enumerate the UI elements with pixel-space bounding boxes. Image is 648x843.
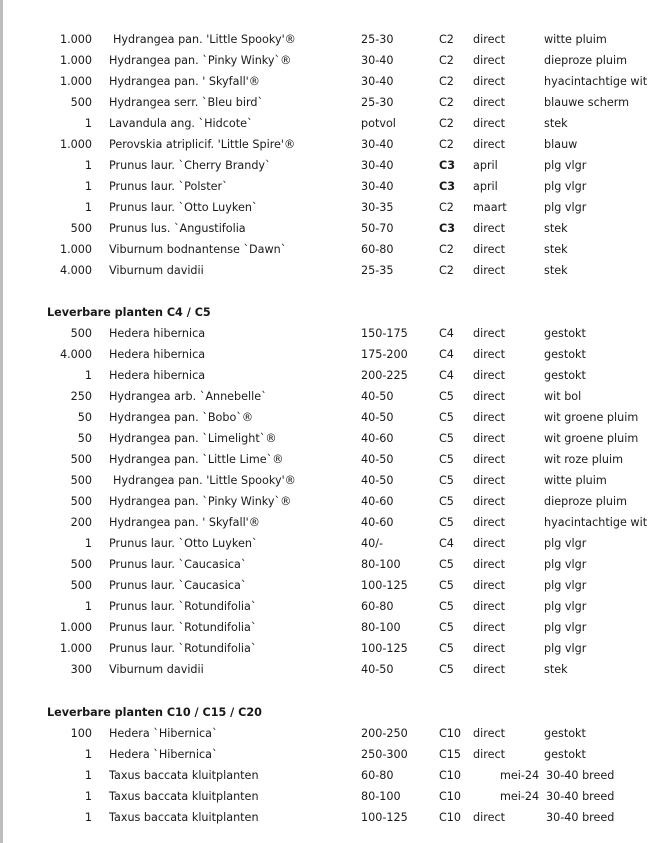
quantity-cell: 300 — [70, 663, 92, 676]
size-cell: potvol — [361, 117, 396, 130]
plant-name-cell: Perovskia atriplicif. 'Little Spire'® — [109, 138, 296, 151]
pot-size-cell: C5 — [439, 453, 454, 466]
note-cell: stek — [544, 663, 568, 676]
availability-cell: april — [473, 159, 498, 172]
quantity-cell: 500 — [70, 495, 92, 508]
plant-name-cell: Hedera hibernica — [109, 327, 206, 340]
availability-cell: direct — [473, 537, 505, 550]
note-cell: gestokt — [544, 727, 586, 740]
table-row — [0, 638, 648, 659]
note-cell: stek — [544, 243, 568, 256]
availability-cell: direct — [473, 811, 505, 824]
availability-cell: direct — [473, 243, 505, 256]
table-row — [0, 218, 648, 239]
table-row — [0, 260, 648, 281]
size-cell: 200-250 — [361, 727, 408, 740]
size-cell: 150-175 — [361, 327, 408, 340]
quantity-cell: 100 — [70, 727, 92, 740]
availability-cell: direct — [473, 748, 505, 761]
table-row — [0, 386, 648, 407]
note-cell: plg vlgr — [544, 558, 587, 571]
note-cell: plg vlgr — [544, 159, 587, 172]
availability-cell: direct — [473, 516, 505, 529]
availability-cell: direct — [473, 54, 505, 67]
table-row — [0, 71, 648, 92]
quantity-cell: 250 — [70, 390, 92, 403]
availability-cell: direct — [473, 222, 505, 235]
pot-size-cell: C5 — [439, 432, 454, 445]
note-cell: blauw — [544, 138, 578, 151]
quantity-cell: 1 — [84, 811, 92, 824]
size-cell: 40-50 — [361, 390, 394, 403]
availability-cell: direct — [473, 327, 505, 340]
plant-name-cell: Prunus laur. `Polster` — [109, 180, 228, 193]
section-heading: Leverbare planten C10 / C15 / C20 — [47, 706, 262, 719]
pot-size-cell: C5 — [439, 390, 454, 403]
table-row — [0, 176, 648, 197]
size-cell: 25-35 — [361, 264, 394, 277]
size-cell: 80-100 — [361, 621, 401, 634]
availability-cell: direct — [473, 495, 505, 508]
note-cell: plg vlgr — [544, 537, 587, 550]
table-row — [0, 407, 648, 428]
plant-name-cell: Prunus laur. `Cherry Brandy` — [109, 159, 271, 172]
pot-size-cell: C2 — [439, 243, 454, 256]
plant-name-cell: Taxus baccata kluitplanten — [109, 790, 259, 803]
quantity-cell: 1.000 — [59, 33, 92, 46]
quantity-cell: 4.000 — [59, 264, 92, 277]
table-row — [0, 596, 648, 617]
pot-size-cell: C5 — [439, 621, 454, 634]
size-cell: 80-100 — [361, 558, 401, 571]
pot-size-cell: C4 — [439, 537, 454, 550]
size-cell: 40-50 — [361, 474, 394, 487]
table-row — [0, 470, 648, 491]
pot-size-cell: C5 — [439, 495, 454, 508]
size-cell: 30-40 — [361, 75, 394, 88]
quantity-cell: 500 — [70, 222, 92, 235]
note-cell: 30-40 breed — [546, 769, 615, 782]
quantity-cell: 1 — [84, 790, 92, 803]
table-row — [0, 575, 648, 596]
size-cell: 25-30 — [361, 33, 394, 46]
plant-name-cell: Prunus lus. `Angustifolia — [109, 222, 246, 235]
note-cell: gestokt — [544, 748, 586, 761]
size-cell: 100-125 — [361, 579, 408, 592]
pot-size-cell: C10 — [439, 790, 462, 803]
note-cell: witte pluim — [544, 474, 607, 487]
note-cell: dieproze pluim — [544, 495, 628, 508]
plant-name-cell: Hydrangea pan. `Little Lime`® — [109, 453, 284, 466]
availability-cell: direct — [473, 579, 505, 592]
size-cell: 30-40 — [361, 54, 394, 67]
plant-name-cell: Hedera `Hibernica` — [109, 748, 218, 761]
availability-cell: mei-24 — [500, 790, 540, 803]
plant-name-cell: Hydrangea pan. `Pinky Winky`® — [109, 495, 292, 508]
plant-name-cell: Hedera hibernica — [109, 348, 206, 361]
plant-name-cell: Viburnum bodnantense `Dawn` — [109, 243, 287, 256]
plant-name-cell: Taxus baccata kluitplanten — [109, 769, 259, 782]
quantity-cell: 500 — [70, 558, 92, 571]
table-row — [0, 428, 648, 449]
note-cell: stek — [544, 264, 568, 277]
quantity-cell: 4.000 — [59, 348, 92, 361]
quantity-cell: 500 — [70, 327, 92, 340]
note-cell: blauwe scherm — [544, 96, 629, 109]
quantity-cell: 1 — [84, 748, 92, 761]
table-row — [0, 617, 648, 638]
quantity-cell: 500 — [70, 96, 92, 109]
note-cell: gestokt — [544, 369, 586, 382]
note-cell: wit roze pluim — [544, 453, 624, 466]
quantity-cell: 50 — [77, 411, 92, 424]
pot-size-cell: C2 — [439, 117, 454, 130]
note-cell: hyacintachtige wit — [544, 516, 648, 529]
note-cell: plg vlgr — [544, 600, 587, 613]
quantity-cell: 500 — [70, 453, 92, 466]
quantity-cell: 1 — [84, 369, 92, 382]
size-cell: 60-80 — [361, 243, 394, 256]
note-cell: stek — [544, 222, 568, 235]
size-cell: 80-100 — [361, 790, 401, 803]
quantity-cell: 1.000 — [59, 243, 92, 256]
quantity-cell: 1.000 — [59, 138, 92, 151]
table-row — [0, 554, 648, 575]
size-cell: 40-60 — [361, 516, 394, 529]
size-cell: 40-60 — [361, 495, 394, 508]
availability-cell: direct — [473, 558, 505, 571]
table-row — [0, 449, 648, 470]
plant-name-cell: Hydrangea pan. 'Little Spooky'® — [113, 474, 296, 487]
note-cell: plg vlgr — [544, 621, 587, 634]
table-row — [0, 659, 648, 680]
size-cell: 200-225 — [361, 369, 408, 382]
size-cell: 50-70 — [361, 222, 394, 235]
quantity-cell: 1.000 — [59, 642, 92, 655]
quantity-cell: 1.000 — [59, 54, 92, 67]
pot-size-cell: C2 — [439, 138, 454, 151]
quantity-cell: 500 — [70, 579, 92, 592]
table-row — [0, 155, 648, 176]
note-cell: stek — [544, 117, 568, 130]
pot-size-cell: C3 — [439, 159, 455, 172]
availability-cell: direct — [473, 117, 505, 130]
pot-size-cell: C10 — [439, 811, 462, 824]
availability-cell: direct — [473, 75, 505, 88]
quantity-cell: 1 — [84, 159, 92, 172]
size-cell: 30-35 — [361, 201, 394, 214]
note-cell: gestokt — [544, 348, 586, 361]
section-heading: Leverbare planten C4 / C5 — [47, 306, 211, 319]
table-row — [0, 92, 648, 113]
pot-size-cell: C15 — [439, 748, 462, 761]
pot-size-cell: C10 — [439, 769, 462, 782]
availability-cell: direct — [473, 369, 505, 382]
pot-size-cell: C5 — [439, 600, 454, 613]
availability-cell: direct — [473, 727, 505, 740]
size-cell: 250-300 — [361, 748, 408, 761]
note-cell: wit bol — [544, 390, 582, 403]
pot-size-cell: C4 — [439, 348, 454, 361]
note-cell: wit groene pluim — [544, 411, 639, 424]
pot-size-cell: C2 — [439, 33, 454, 46]
quantity-cell: 1 — [84, 117, 92, 130]
size-cell: 100-125 — [361, 811, 408, 824]
plant-name-cell: Prunus laur. `Rotundifolia` — [109, 600, 257, 613]
pot-size-cell: C3 — [439, 180, 455, 193]
availability-cell: direct — [473, 390, 505, 403]
quantity-cell: 1 — [84, 180, 92, 193]
plant-name-cell: Hydrangea pan. `Bobo`® — [109, 411, 254, 424]
availability-cell: direct — [473, 264, 505, 277]
pot-size-cell: C5 — [439, 642, 454, 655]
size-cell: 30-40 — [361, 180, 394, 193]
plant-name-cell: Prunus laur. `Caucasica` — [109, 558, 247, 571]
note-cell: gestokt — [544, 327, 586, 340]
plant-name-cell: Hydrangea serr. `Bleu bird` — [109, 96, 264, 109]
plant-name-cell: Hedera `Hibernica` — [109, 727, 218, 740]
note-cell: witte pluim — [544, 33, 607, 46]
availability-cell: direct — [473, 663, 505, 676]
pot-size-cell: C2 — [439, 54, 454, 67]
table-row — [0, 239, 648, 260]
size-cell: 40-50 — [361, 663, 394, 676]
availability-cell: mei-24 — [500, 769, 540, 782]
size-cell: 40-60 — [361, 432, 394, 445]
plant-name-cell: Viburnum davidii — [109, 663, 204, 676]
table-row — [0, 344, 648, 365]
table-row — [0, 197, 648, 218]
plant-name-cell: Hydrangea pan. ' Skyfall'® — [109, 75, 260, 88]
pot-size-cell: C2 — [439, 75, 454, 88]
note-cell: 30-40 breed — [546, 811, 615, 824]
note-cell: 30-40 breed — [546, 790, 615, 803]
size-cell: 175-200 — [361, 348, 408, 361]
pot-size-cell: C4 — [439, 327, 454, 340]
size-cell: 60-80 — [361, 600, 394, 613]
table-row — [0, 113, 648, 134]
pot-size-cell: C5 — [439, 516, 454, 529]
plant-name-cell: Viburnum davidii — [109, 264, 204, 277]
quantity-cell: 1 — [84, 201, 92, 214]
quantity-cell: 1 — [84, 600, 92, 613]
note-cell: plg vlgr — [544, 642, 587, 655]
pot-size-cell: C4 — [439, 369, 454, 382]
note-cell: dieproze pluim — [544, 54, 628, 67]
pot-size-cell: C2 — [439, 201, 454, 214]
pot-size-cell: C2 — [439, 96, 454, 109]
availability-cell: direct — [473, 453, 505, 466]
table-row — [0, 786, 648, 807]
size-cell: 40/- — [361, 537, 384, 550]
availability-cell: direct — [473, 138, 505, 151]
size-cell: 100-125 — [361, 642, 408, 655]
plant-name-cell: Hydrangea pan. 'Little Spooky'® — [113, 33, 296, 46]
table-row — [0, 491, 648, 512]
plant-name-cell: Prunus laur. `Rotundifolia` — [109, 642, 257, 655]
table-row — [0, 50, 648, 71]
plant-name-cell: Prunus laur. `Caucasica` — [109, 579, 247, 592]
table-row — [0, 323, 648, 344]
quantity-cell: 1.000 — [59, 621, 92, 634]
availability-cell: direct — [473, 600, 505, 613]
size-cell: 40-50 — [361, 411, 394, 424]
table-row — [0, 723, 648, 744]
size-cell: 30-40 — [361, 138, 394, 151]
plant-name-cell: Hydrangea pan. `Pinky Winky`® — [109, 54, 292, 67]
plant-name-cell: Prunus laur. `Rotundifolia` — [109, 621, 257, 634]
quantity-cell: 1.000 — [59, 75, 92, 88]
pot-size-cell: C5 — [439, 474, 454, 487]
table-row — [0, 533, 648, 554]
plant-name-cell: Hydrangea pan. `Limelight`® — [109, 432, 277, 445]
plant-name-cell: Taxus baccata kluitplanten — [109, 811, 259, 824]
plant-name-cell: Lavandula ang. `Hidcote` — [109, 117, 253, 130]
pot-size-cell: C3 — [439, 222, 455, 235]
quantity-cell: 50 — [77, 432, 92, 445]
table-row — [0, 807, 648, 828]
note-cell: plg vlgr — [544, 201, 587, 214]
pot-size-cell: C2 — [439, 264, 454, 277]
pot-size-cell: C5 — [439, 663, 454, 676]
note-cell: wit groene pluim — [544, 432, 639, 445]
table-row — [0, 134, 648, 155]
availability-cell: maart — [473, 201, 507, 214]
pot-size-cell: C5 — [439, 411, 454, 424]
table-row — [0, 29, 648, 50]
plant-name-cell: Hydrangea arb. `Annebelle` — [109, 390, 267, 403]
pot-size-cell: C5 — [439, 558, 454, 571]
size-cell: 60-80 — [361, 769, 394, 782]
table-row — [0, 365, 648, 386]
availability-cell: direct — [473, 642, 505, 655]
quantity-cell: 500 — [70, 474, 92, 487]
quantity-cell: 1 — [84, 537, 92, 550]
availability-cell: april — [473, 180, 498, 193]
availability-cell: direct — [473, 33, 505, 46]
availability-cell: direct — [473, 411, 505, 424]
availability-cell: direct — [473, 96, 505, 109]
availability-cell: direct — [473, 432, 505, 445]
quantity-cell: 200 — [70, 516, 92, 529]
plant-name-cell: Prunus laur. `Otto Luyken` — [109, 201, 258, 214]
size-cell: 40-50 — [361, 453, 394, 466]
table-row — [0, 765, 648, 786]
note-cell: plg vlgr — [544, 180, 587, 193]
availability-cell: direct — [473, 348, 505, 361]
size-cell: 30-40 — [361, 159, 394, 172]
table-row — [0, 512, 648, 533]
note-cell: plg vlgr — [544, 579, 587, 592]
plant-name-cell: Prunus laur. `Otto Luyken` — [109, 537, 258, 550]
pot-size-cell: C10 — [439, 727, 462, 740]
availability-cell: direct — [473, 621, 505, 634]
quantity-cell: 1 — [84, 769, 92, 782]
note-cell: hyacintachtige wit — [544, 75, 648, 88]
plant-name-cell: Hydrangea pan. ' Skyfall'® — [109, 516, 260, 529]
size-cell: 25-30 — [361, 96, 394, 109]
table-row — [0, 744, 648, 765]
availability-cell: direct — [473, 474, 505, 487]
pot-size-cell: C5 — [439, 579, 454, 592]
plant-name-cell: Hedera hibernica — [109, 369, 206, 382]
